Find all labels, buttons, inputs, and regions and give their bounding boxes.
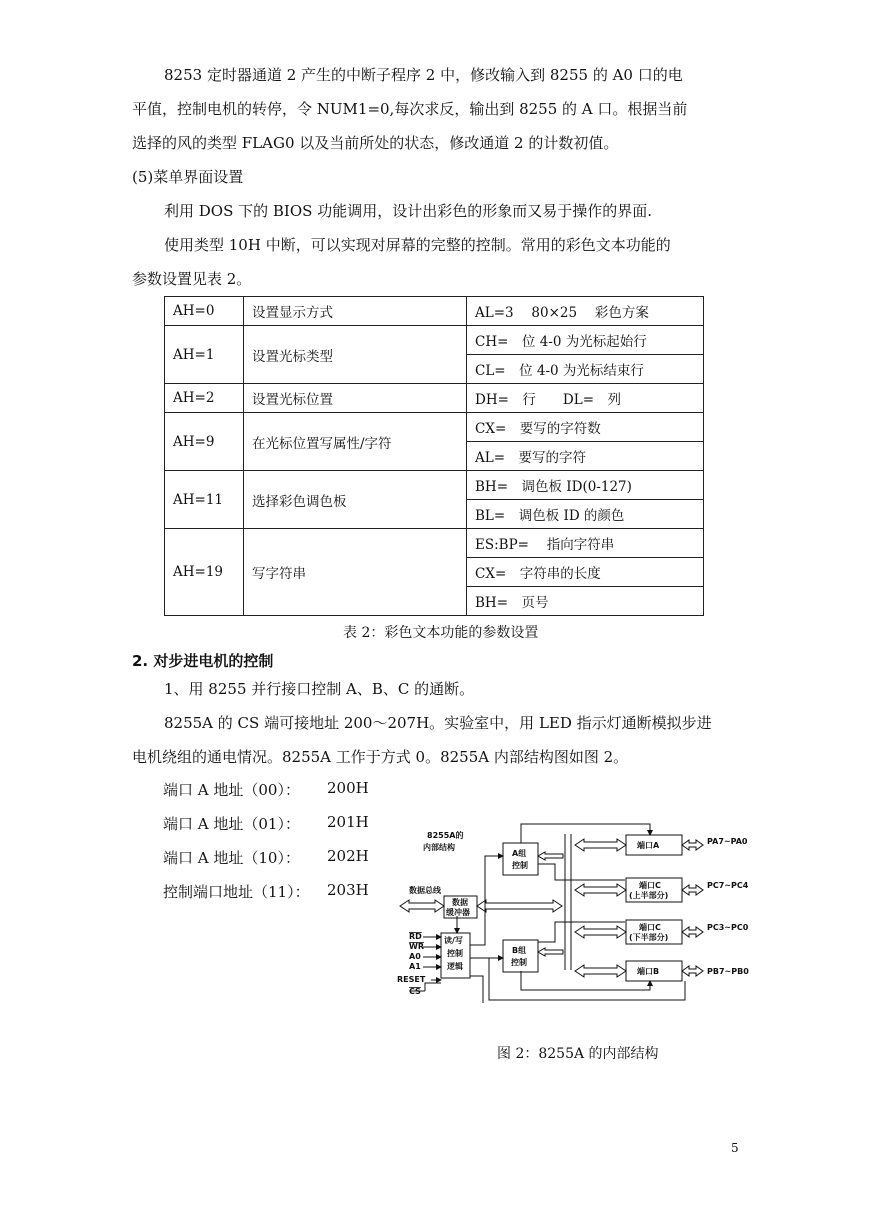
intro-line-2: 平值，控制电机的转停，令 NUM1=0,每次求反，输出到 8255 的 A 口。根据当前: [132, 100, 688, 118]
intro-line-1: 8253 定时器通道 2 产生的中断子程序 2 中，修改输入到 8255 的 A0 口的电: [164, 66, 683, 84]
address-row: [163, 779, 369, 800]
port-c-lower-line-1: 端口C: [639, 923, 661, 932]
rw-label-line-3: 逻辑: [447, 962, 463, 971]
signal-rd: RD: [409, 932, 422, 941]
signal-cs: CS: [409, 987, 421, 996]
group-a-label-line-1: A组: [512, 849, 527, 858]
table-row: [165, 326, 704, 355]
param-cell: ES:BP= 指向字符串: [467, 529, 704, 558]
address-label: 控制端口地址（11）：: [163, 883, 310, 901]
pins-c-lower-label: PC3~PC0: [707, 923, 749, 932]
param-cell: AL=3 80×25 彩色方案: [467, 297, 704, 326]
rw-label-line-1: 读/写: [444, 936, 463, 945]
func-cell: 设置光标类型: [244, 326, 467, 384]
buffer-label-line-2: 缓冲器: [446, 908, 470, 917]
address-row: [163, 881, 369, 902]
pins-a-label: PA7~PA0: [707, 837, 748, 846]
signal-reset: RESET: [397, 975, 426, 984]
pins-c-upper-label: PC7~PC4: [707, 881, 749, 890]
address-label: 端口 A 地址（00）：: [163, 781, 300, 799]
ah-cell: AH=2: [165, 384, 244, 413]
table-caption: 表 2：彩色文本功能的参数设置: [343, 625, 539, 641]
section2-heading: 2. 对步进电机的控制: [132, 652, 274, 670]
page-number: 5: [731, 1141, 739, 1155]
diagram-title-line-2: 内部结构: [423, 843, 455, 852]
table-row: [165, 529, 704, 558]
func-cell: 选择彩色调色板: [244, 471, 467, 529]
func-cell: 设置光标位置: [244, 384, 467, 413]
buffer-label-line-1: 数据: [452, 898, 468, 907]
group-b-label-line-2: 控制: [511, 958, 527, 967]
param-cell: BH= 页号: [467, 587, 704, 616]
int10-line-1: 使用类型 10H 中断，可以实现对屏幕的完整的控制。常用的彩色文本功能的: [164, 236, 671, 254]
table-row: [165, 471, 704, 500]
param-cell: CL= 位 4-0 为光标结束行: [467, 355, 704, 384]
func-cell: 设置显示方式: [244, 297, 467, 326]
port-b-label: 端口B: [637, 967, 660, 976]
address-value: 201H: [327, 813, 369, 831]
signal-a1: A1: [409, 962, 421, 971]
address-value: 200H: [327, 779, 369, 797]
param-cell: AL= 要写的字符: [467, 442, 704, 471]
port-a-label: 端口A: [637, 841, 660, 850]
param-cell: CX= 要写的字符数: [467, 413, 704, 442]
ah-cell: AH=11: [165, 471, 244, 529]
bios-line: 利用 DOS 下的 BIOS 功能调用，设计出彩色的形象而又易于操作的界面.: [164, 202, 652, 220]
port-c-upper-line-2: (上半部分): [629, 891, 669, 900]
signal-a0: A0: [409, 952, 421, 961]
ah-cell: AH=19: [165, 529, 244, 616]
params-table: [164, 296, 704, 616]
ah-cell: AH=9: [165, 413, 244, 471]
func-cell: 写字符串: [244, 529, 467, 616]
table-row: [165, 413, 704, 442]
param-cell: BH= 调色板 ID(0-127): [467, 471, 704, 500]
signal-wr: WR: [409, 942, 424, 951]
cs-line-1: 8255A 的 CS 端可接地址 200～207H。实验室中，用 LED 指示灯通断模拟步进: [164, 714, 712, 732]
address-row: [163, 847, 369, 868]
address-value: 202H: [327, 847, 369, 865]
port-c-upper-line-1: 端口C: [639, 881, 661, 890]
table-row: [165, 384, 704, 413]
internal-structure-diagram: [395, 818, 755, 1003]
section2-item1: 1、用 8255 并行接口控制 A、B、C 的通断。: [164, 680, 475, 698]
ah-cell: AH=0: [165, 297, 244, 326]
figure-caption: 图 2：8255A 的内部结构: [497, 1046, 659, 1062]
address-value: 203H: [327, 881, 369, 899]
table-row: [165, 297, 704, 326]
port-c-lower-line-2: (下半部分): [629, 933, 669, 942]
param-cell: CH= 位 4-0 为光标起始行: [467, 326, 704, 355]
param-cell: BL= 调色板 ID 的颜色: [467, 500, 704, 529]
func-cell: 在光标位置写属性/字符: [244, 413, 467, 471]
group-a-label-line-2: 控制: [512, 861, 528, 870]
int10-line-2: 参数设置见表 2。: [132, 270, 252, 288]
section5-heading: (5)菜单界面设置: [132, 168, 244, 186]
group-b-label-line-1: B组: [512, 946, 527, 955]
param-cell: CX= 字符串的长度: [467, 558, 704, 587]
diagram-title-line-1: 8255A的: [427, 831, 464, 840]
ah-cell: AH=1: [165, 326, 244, 384]
address-label: 端口 A 地址（01）：: [163, 815, 300, 833]
intro-line-3: 选择的风的类型 FLAG0 以及当前所处的状态，修改通道 2 的计数初值。: [132, 134, 619, 152]
rw-label-line-2: 控制: [447, 949, 463, 958]
address-row: [163, 813, 369, 834]
address-label: 端口 A 地址（10）：: [163, 849, 300, 867]
pins-b-label: PB7~PB0: [707, 967, 749, 976]
cs-line-2: 电机绕组的通电情况。8255A 工作于方式 0。8255A 内部结构图如图 2。: [132, 748, 629, 766]
param-cell: DH= 行 DL= 列: [467, 384, 704, 413]
data-bus-label: 数据总线: [409, 886, 441, 895]
